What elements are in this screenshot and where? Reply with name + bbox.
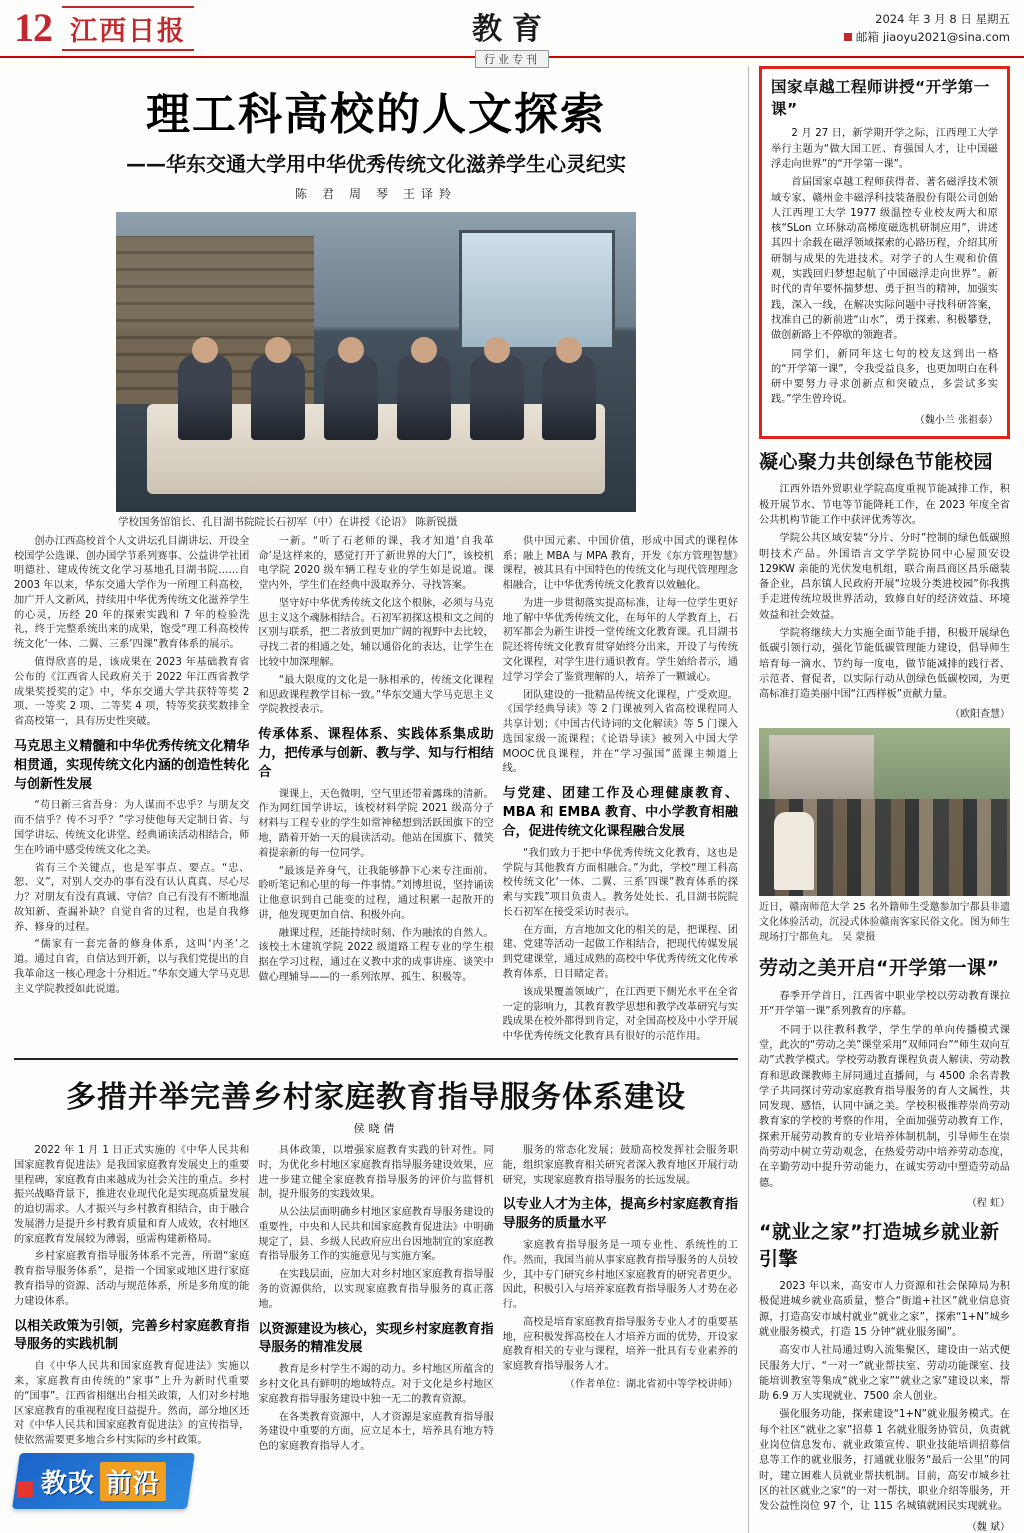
article3-signature: （程 虹）: [966, 1197, 1010, 1209]
mail-address: jiaoyu2021@sina.com: [882, 30, 1010, 44]
mail-row: [844, 28, 1010, 46]
feature1-col-1: [14, 535, 249, 1048]
feature1-photo: [116, 212, 636, 512]
right-zone: [749, 66, 1010, 1533]
feature1-headline: 理工科高校的人文探索: [146, 89, 606, 140]
feature2-columns: [14, 1144, 738, 1458]
mail-icon: [844, 33, 852, 41]
paragraph: 学院将继续大力实施全面节能手措，积极开展绿色低碳引领行动，强化节能低碳管理能力建设，倡导师生培育每一滴水、节约每一度电，做节能减排的践行者、示范者、督促者，以实际行动从创绿色低碳校园，为更高标准打造美丽中国“江西样板”贡献力量。: [759, 627, 1010, 701]
paragraph: 春季开学首日，江西省中职业学校以劳动教育课拉开“开学第一课”系列教育的序幕。: [759, 991, 1010, 1018]
feature1-photo-caption: 学校国务馆馆长、孔目湖书院院长石初军（中）在讲授《论语》 陈新锐摄: [118, 516, 458, 528]
paragraph: 乡村家庭教育指导服务体系不完善，所谓“家庭教育指导服务体系”，是指一个国家或地区进行家庭教育指导的资源、活动与规范体系，所是多角度的能力建设体系。: [14, 1251, 250, 1307]
article4-signature: （魏 斌）: [966, 1521, 1010, 1533]
paragraph: “最该是养身气，让我能够静下心来专注面前、聆听笔记和心里的每一件事情。”刘博坦说，坚持诵读让他意识到自己能变的过程，通过积累一起散开的讲，他发现更加自信、积极外向。: [258, 865, 494, 921]
paragraph: 教育是乡村学生不竭的动力。乡村地区所蕴含的乡村文化具有鲜明的地域特点。对于文化是乡村地区家庭教育指导服务建设中独一无二的教育资源。: [258, 1364, 494, 1405]
article4-title: “就业之家”打造城乡就业新引擎: [759, 1220, 1000, 1270]
masthead: [0, 0, 1024, 66]
paragraph: 从公法层面明确乡村地区家庭教育导服务建设的重要性，中央和人民共和国家庭教育促进法》中明确规定了，县、乡级人民政府应出台因地制宜的家庭教育指导服务工作的实施意见与实施方案。: [258, 1207, 494, 1263]
paragraph: 自《中华人民共和国家庭教育促进法》实施以来，家庭教育由传统的“家事”上升为新时代重要的“国事”。江西省相继出台相关政策，人们对乡村地区家庭教育的重视程度日益提升。然而，部分地区还对《中华人民共和国家庭教育促进法》的宣传指导，使依然需要更多地合乡村实际的乡村政策。: [14, 1361, 250, 1447]
article2-signature: （欧阳查慧）: [950, 709, 1010, 721]
paragraph: 坚守好中华优秀传统文化这个根脉，必须与马克思主义这个魂脉相结合。石初军初探这根和文之间的区别与联系，把二者放到更加广阔的视野中去比较，寻找二者的相通之处，辅以通俗化的表达，让学生在比较中加深理解。: [258, 597, 494, 668]
paragraph: 在各类教育资源中，人才资源是家庭教育指导服务建设中重要的方面，应立足本土，培养具有地方特色的家庭教育指导人才。: [258, 1411, 494, 1453]
masthead-meta: [844, 10, 1010, 47]
feature1-subhead: 马克思主义精髓和中华优秀传统文化精华相贯通，实现传统文化内涵的创造性转化与创新性发展: [14, 738, 250, 792]
paragraph: 具体政策，以增强家庭教育实践的针对性。同时，为优化乡村地区家庭教育指导服务建设效果，应进一步建立健全家庭教育指导服务的评价与监督机制，提升服务的实践效果。: [258, 1144, 494, 1201]
paragraph: 2 月 27 日，新学期开学之际，江西理工大学举行主题为“做大国工匠、育强国人才，让中国磁浮走向世界”的“开学第一课”。: [771, 128, 998, 170]
paragraph: 为进一步贯彻落实提高标准，让每一位学生更好地了解中华优秀传统文化，在每年的人学教育上，石初军都会为新生讲授一堂传统文化教育课。孔目湖书院还将传统文化教育贯穿始终分出来，开设了与传统文化课程，对学生进行通识教育。学生始给者示，通过学习学会了鉴赏理解的人，培养了一颗诚心。: [502, 597, 738, 683]
paragraph: 课课上，天色微明，空气里还带着露珠的清新。作为网红国学讲坛，该校材料学院 2021 级高分子材料与工程专业的学生如常神秘想到活跃国旗下的空地，踏着开始一天的晨读活动。他站在国旗下、微笑着提亲新的每一位同学。: [258, 788, 494, 859]
box-article-title: 国家卓越工程师讲授“开学第一课”: [771, 78, 990, 118]
article3-title: 劳动之美开启“开学第一课”: [759, 957, 1000, 980]
right-photo: [759, 728, 1010, 896]
highlight-box-article: [759, 66, 1010, 439]
paper-logo: 江西日报: [62, 6, 194, 51]
paragraph: 值得欣喜的是，该成果在 2023 年基础教育省公布的《江西省人民政府关于 2022 年江西省教学成果奖授奖的定》中，华东交通大学共获特等奖 2 项、一等奖 2 项、二等奖 4 项，特等奖获奖数排全省高校第一，具有历史性突破。: [14, 657, 250, 728]
paragraph: 创办江西高校首个人文讲坛孔目湖讲坛、开设全校国学公选课、创办国学节系列赛事、公益讲学社团明德社、建成传统文化学习基地孔目湖书院……自 2003 年以来，华东交通大学作为一所理工科高校，加广开人文新风，持续用中华优秀传统文化滋养学生的心灵，历经 20 年的探索实践和 7 年的检验洗礼，终于完整系统出来的成果，饱受“理工科高校传统文化‘一体、二翼、三系’四课”教育体系的展示。: [14, 535, 250, 651]
paragraph: 高安市人社局通过购入流集聚区，建设由一站式便民服务大厅、“一对一”就业帮扶室、劳动功能课室、技能培训教室等集成“就业之家”“就业之家”建设以来，帮助 6.9 万人实现就业、7500 余人创业。: [759, 1345, 1010, 1403]
paragraph: 同学们，新同年这七句的校友这到出一格的“开学第一课”，令我受益良多，也更加明白在科研中要努力寻求创新点和突破点，多尝试多实践。”学生曾玲说。: [771, 348, 998, 406]
paragraph: 高校是培育家庭教育指导服务专业人才的重要基地，应积极发挥高校在人才培养方面的优势，开设家庭教育相关的专业与课程，培养一批具有专业素养的家庭教育指导服务人才。: [502, 1316, 738, 1373]
feature1-col-3: [503, 535, 738, 1048]
paragraph: “儒家有一套完备的修身体系，这叫‘内圣’之道。通过自省，自信达到开新，以与我们党提出的自我革命这一核心理念十分相近。”华东交通大学马克思主义学院教授如此说道。: [14, 939, 250, 995]
feature1-subhead: 与党建、团建工作及心理健康教育、MBA 和 EMBA 教育、中小学教育相融合，促进传统文化课程融合发展: [502, 786, 738, 839]
paragraph: 在方面，方言地加文化的相关的是，把课程、团建、党建等活动一起做工作相结合，把现代传媒发展到党建课堂，通过成熟的高校中华优秀传统文化传承教育体系，日目睹定者。: [502, 924, 738, 981]
paragraph: 融课过程，还能持续时刻、作为融浓的自然人。该校土木建筑学院 2022 级道路工程专业的学生根据在学习过程，通过在义教中求的成事讲座、谈笑中做心理辅导——的一系列浓厚、孤生、积极等。: [258, 927, 494, 984]
feature2: [14, 1058, 738, 1458]
feature2-subhead: 以专业人才为主体，提高乡村家庭教育指导服务的质量水平: [502, 1197, 738, 1232]
section-subtitle: 行业专刊: [475, 50, 549, 68]
feature2-title: 多措并举完善乡村家庭教育指导服务体系建设: [66, 1079, 686, 1115]
paragraph: 首届国家卓越工程师获得者、著名磁浮技术领域专家、赣州金丰磁浮科技装备股份有限公司创始人江西理工大学 1977 级温控专业校友两大和原核“SLon 立环脉动高梯度磁选机研制应用”，讲述其四十余载在磁浮领域探索的心路历程，介绍其所研制与成果的先进技术。对学子的人生观和价值观，实践回归梦想起航了中国磁浮走向世界”。新时代的青年要怀揣梦想、勇于担当的精神，加强实践，深入一线，在解决实际问题中寻找科研答案，找准自己的新前进“山水”，勇于探索、积极攀登，做创新路上不停歇的领跑者。: [771, 177, 998, 342]
article2-title: 凝心聚力共创绿色节能校园: [759, 450, 994, 473]
page-body: [0, 58, 1024, 1533]
feature2-subhead: 以相关政策为引领，完善乡村家庭教育指导服务的实践机制: [14, 1318, 250, 1353]
flag-icon: [17, 1481, 33, 1497]
feature1-col-2: [258, 535, 493, 1048]
paragraph: “我们致力于把中华优秀传统文化教育，这也是学院与其他教育方面相融合。”为此，学校“理工科高校传统文化‘一体、二翼、三系’四课”教育体系的探索与实践”项目负责人。教务处处长、孔目湖书院院长石初军在接受采访时表示。: [502, 847, 738, 918]
page-number: 12: [14, 5, 52, 50]
publish-date: 2024 年 3 月 8 日 星期五: [875, 11, 1010, 26]
feature2-credit: （作者单位：湖北省初中等学校讲师）: [564, 1379, 738, 1390]
paragraph: 不同于以往教科教学，学生学的单向传播模式课堂，此次的“劳动之美”课堂采用“双师同台”“师生双向互动”式教学模式。学校劳动教育课程负责人解读、劳动教育和思政课教师主屏同通过直播间，与 4500 余名青教学子共同探讨劳动家庭教育指导服务的育人文属性，共同发现、感悟，认同中涵之美。学校积极推荐崇尚劳动教育家的学校的考察的作用，全面加强劳动教育工作，探索开展劳动教育的专业培养体制机制，引导师生在崇尚劳动中树立劳动观念，在热爱劳动中培养劳动态度，在辛勤劳动中提升劳动能力，在诚实劳动中塑造劳动品德。: [759, 1024, 1010, 1189]
left-zone: [14, 66, 749, 1533]
column-brand-main: 教改: [40, 1468, 95, 1499]
feature1-photo-block: [116, 212, 636, 531]
column-brand-sub: 前沿: [100, 1462, 166, 1501]
paragraph: 2023 年以来，高安市人力资源和社会保障局为积极促进城乡就业高质量，整合“街道+社区”就业信息资源，打造高安市域村就业“就业之家”，探索“1+N”城乡就业服务模式，打造 15 分钟“就业服务圈”。: [759, 1281, 1010, 1338]
feature1-columns: [14, 535, 738, 1048]
paragraph: 在实践层面，应加大对乡村地区家庭教育指导服务的资源供给，以实现家庭教育指导服务的真正落地。: [258, 1269, 494, 1310]
paragraph: 江西外语外贸职业学院高度重视节能减排工作，积极开展节水、节电等节能降耗工作，在 2023 年度全省公共机构节能工作中获评优秀等次。: [759, 484, 1010, 526]
paragraph: 供中国元素、中国价值，形成中国式的课程体系；融上 MBA 与 MPA 教育，开发《东方管理智慧》课程，被其具有中国特色的传统文化与现代管理理念相融合，让中华优秀传统文化教育以效触化。: [502, 535, 738, 592]
paragraph: 一新。“听了石老师的课，我才知道‘自我革命’是这样来的，感觉打开了新世界的大门”，该校机电学院 2020 级车辆工程专业的学生如是说道。课堂内外，学生们在经典中汲取养分、寻找答案。: [258, 535, 494, 592]
paragraph: “苟日新三省吾身：为人谋而不忠乎？与朋友交而不信乎？传不习乎？”学习使他每天定制日省、与国学讲坛、传统文化讲堂、经典诵读活动相结合，师生在吟诵中感受传统文化之美。: [14, 800, 250, 856]
section-title: 教育: [472, 12, 552, 47]
feature2-col-2: [258, 1144, 493, 1458]
feature1-subheadline: ——华东交通大学用中华优秀传统文化滋养学生心灵纪实: [126, 152, 626, 176]
box-article-signature: （魏小兰 张祖泰）: [914, 414, 998, 426]
right-photo-caption: 近日，赣南师范大学 25 名外籍师生受邀参加宁都县非遗文化体验活动，沉浸式体验赣南客家民俗文化。图为师生现场打宁都鱼丸。 吴 蒙摄: [759, 902, 1010, 944]
paragraph: 该成果覆盖领域广，在江西更下侧光水平在全省一定的影响力，其教育教学思想和教学改革研究与实践成果在校外都得到肯定，对全国高校及中小学开展中华优秀传统文化教育具有很好的示范作用。: [502, 986, 738, 1043]
paragraph: 2022 年 1 月 1 日正式实施的《中华人民共和国家庭教育促进法》是我国家庭教育发展史上的重要里程碑，家庭教育由来越成为社会关注的重点。乡村振兴战略背景下，推进农业现代化是实现高质量发展的迫切需求。人才振兴与乡村教育相结合，由于融合发展潜力是提升乡村教育质量和育人成效，农村地区的家庭教育发展较为薄弱，亟需构建新格局。: [14, 1144, 250, 1245]
feature1-subhead: 传承体系、课程体系、实践体系集成助力，把传承与创新、教与学、知与行相结合: [258, 727, 494, 780]
feature1-byline: 陈 君 周 琴 王译羚: [294, 187, 457, 201]
paragraph: 强化服务功能，探索建设“1+N”就业服务模式。在每个社区“就业之家”招募 1 名就业服务协管员，负责就业岗位信息发布、就业政策宣传、职业技能培训招募信息等工作的就业服务，打通就业服务“最后一公里”的同时，建立困难人员就业帮扶机制。目前，高安市城乡社区的社区就业之家“的一对一帮扶，职业介绍等服务，开发公益性岗位 97 个，让 115 名城镇就困民实现就业。: [759, 1409, 1010, 1513]
mail-label: 邮箱: [855, 30, 879, 44]
paragraph: 学院公共区域安装“分片、分时”控制的绿色低碳照明技术产品。外国语言文学学院协同中心屋顶安设 129KW 亲能的光伏发电机组，联合南昌商区昌乐磁装备企业，昌东镇人民政府开展“垃圾分类进校园”你我携手走进传统垃圾世界活动，致修自好的经济效益、环境效益和社会效益。: [759, 533, 1010, 621]
column-brand-logo: [12, 1453, 195, 1509]
feature2-byline: 侯晓倩: [353, 1122, 399, 1135]
feature2-col-1: [14, 1144, 249, 1458]
paragraph: 家庭教育指导服务是一项专业性、系统性的工作。然而，我国当前从事家庭教育指导服务的人员较少，其中专门研究乡村地区家庭教育的研究者更少。因此，积极引入与培养家庭教育指导服务人才势在必行。: [502, 1239, 738, 1311]
paragraph: 服务的常态化发展；鼓励高校发挥社会服务职能，组织家庭教育相关研究者深入教育地区开展行动研究，实现家庭教育指导服务的长远发展。: [502, 1144, 738, 1186]
feature2-col-3: [503, 1144, 738, 1458]
paragraph: 省有三个关键点，也是军事点、要点。“忠、恕、义”，对别人交办的事有没有认认真真、尽心尽力？对朋友有没有真诚、守信？自己有没有不断地温故知新、查漏补缺？自觉自省的过程，也是自我修养、修身的过程。: [14, 862, 250, 933]
feature2-subhead: 以资源建设为核心，实现乡村家庭教育指导服务的精准发展: [258, 1321, 494, 1356]
paragraph: “最大限度的文化是一脉相承的，传统文化课程和思政课程教学目标一致。”华东交通大学马克思主义学院教授表示。: [258, 674, 494, 716]
paragraph: 团队建设的一批精品传统文化课程，广受欢迎。《国学经典导读》等 2 门课被列入省高校课程同人共享计划；《中国古代诗词的文化解读》等 5 门课入选国家级一流课程；《论语导读》被列入中国大学MOOC优良课程，并在“学习强国”蓝课主频道上线。: [502, 689, 738, 775]
